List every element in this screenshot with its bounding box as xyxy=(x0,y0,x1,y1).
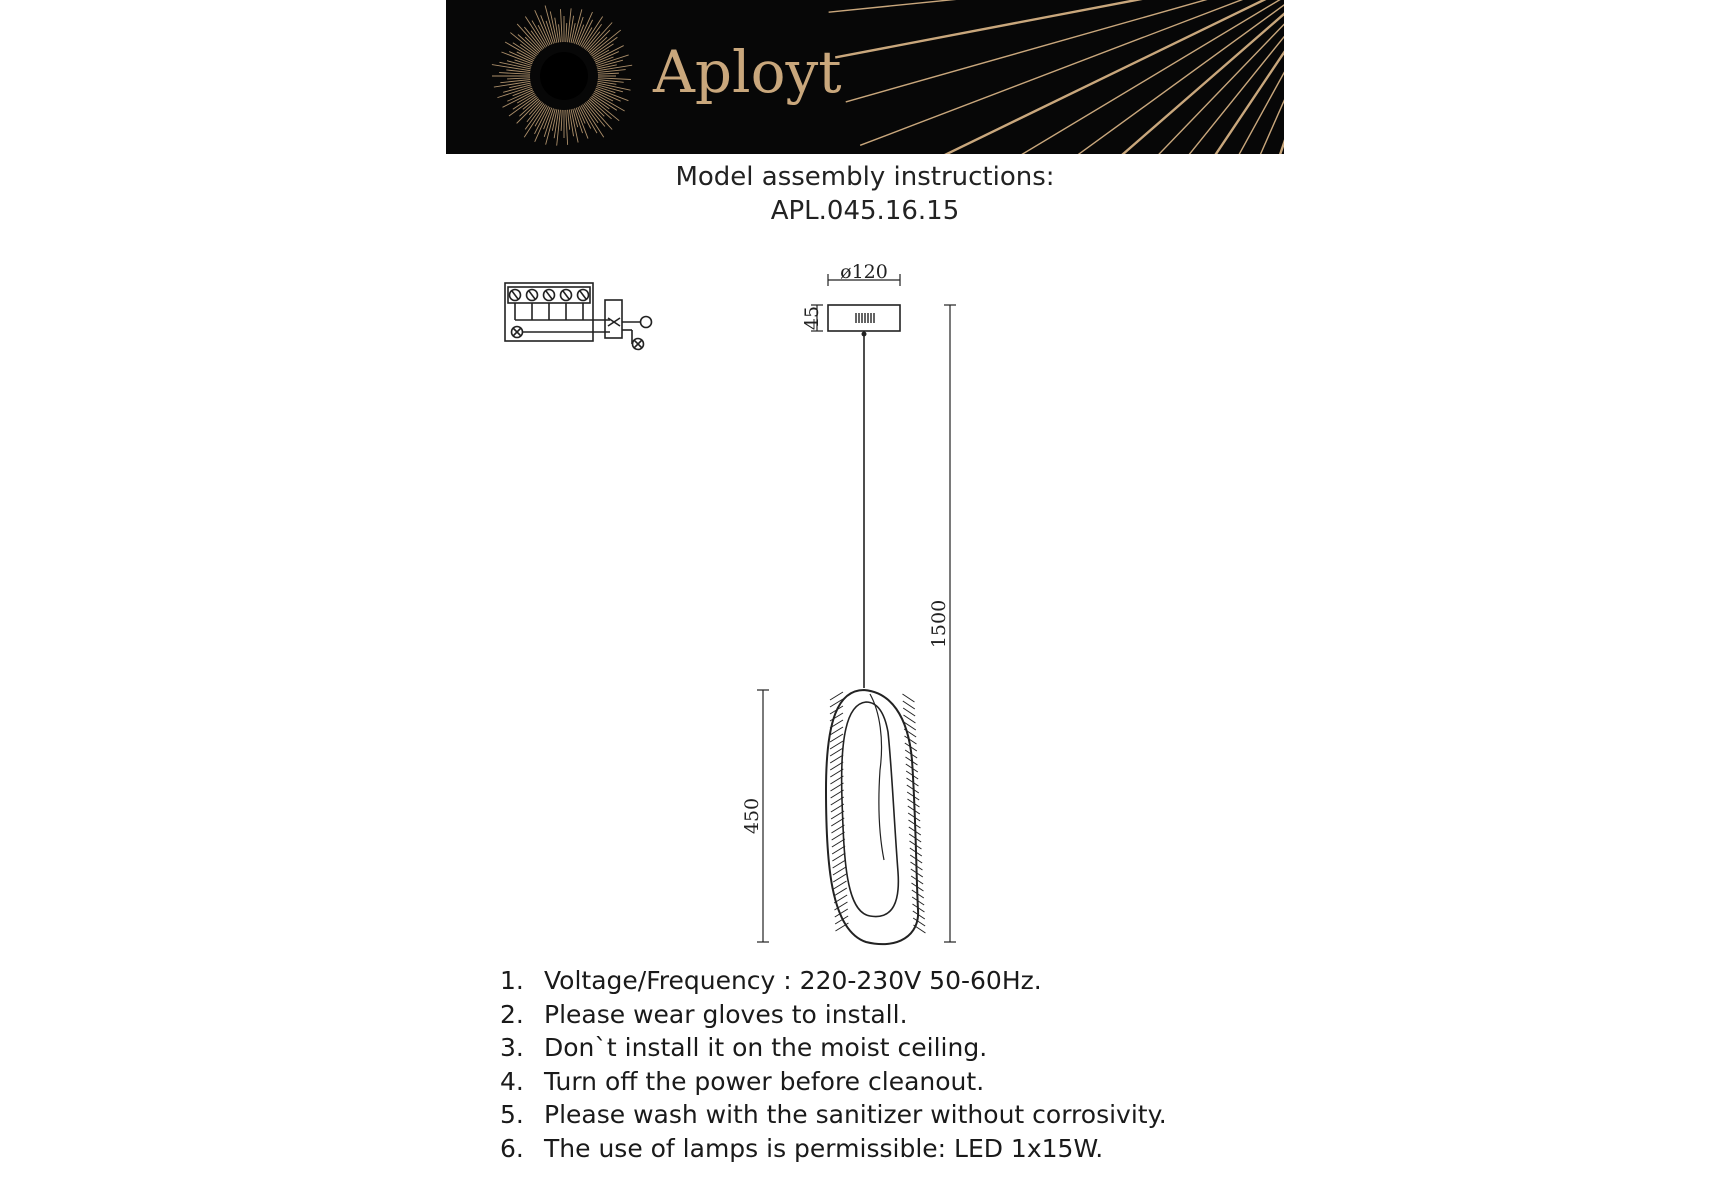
instruction-number: 5. xyxy=(500,1100,524,1130)
instruction-item xyxy=(500,1065,1320,1099)
canopy-diameter-label: ø120 xyxy=(840,261,888,283)
total-height-label: 1500 xyxy=(928,599,950,649)
instruction-number: 3. xyxy=(500,1033,524,1063)
wiring-diagram-icon xyxy=(505,283,652,350)
instruction-text: Voltage/Frequency : 220-230V 50-60Hz. xyxy=(544,966,1042,995)
model-number: APL.045.16.15 xyxy=(770,196,960,226)
title-line-1: Model assembly instructions: xyxy=(675,162,1055,192)
instruction-number: 2. xyxy=(500,999,524,1029)
instruction-text: Please wash with the sanitizer without corrosivity. xyxy=(544,1100,1167,1130)
instruction-number: 1. xyxy=(500,966,524,995)
brand-name: Aployt xyxy=(653,38,842,106)
instruction-item xyxy=(500,964,1320,998)
instruction-text: Don`t install it on the moist ceiling. xyxy=(544,1033,988,1063)
lamp-height-label: 450 xyxy=(741,797,763,835)
pendant-lamp xyxy=(826,690,925,944)
instruction-item xyxy=(500,998,1320,1032)
instruction-item xyxy=(500,1098,1320,1132)
instruction-text: The use of lamps is permissible: LED 1x15W. xyxy=(544,1133,1104,1163)
instruction-item xyxy=(500,1132,1320,1166)
instruction-list xyxy=(500,964,1320,1166)
instruction-text: Please wear gloves to install. xyxy=(544,999,908,1029)
instruction-item xyxy=(500,1031,1320,1065)
canopy xyxy=(828,305,900,331)
instruction-number: 4. xyxy=(500,1066,524,1096)
instruction-text: Turn off the power before cleanout. xyxy=(544,1066,985,1096)
instruction-number: 6. xyxy=(500,1133,524,1163)
canopy-height-label: 45 xyxy=(801,305,823,331)
